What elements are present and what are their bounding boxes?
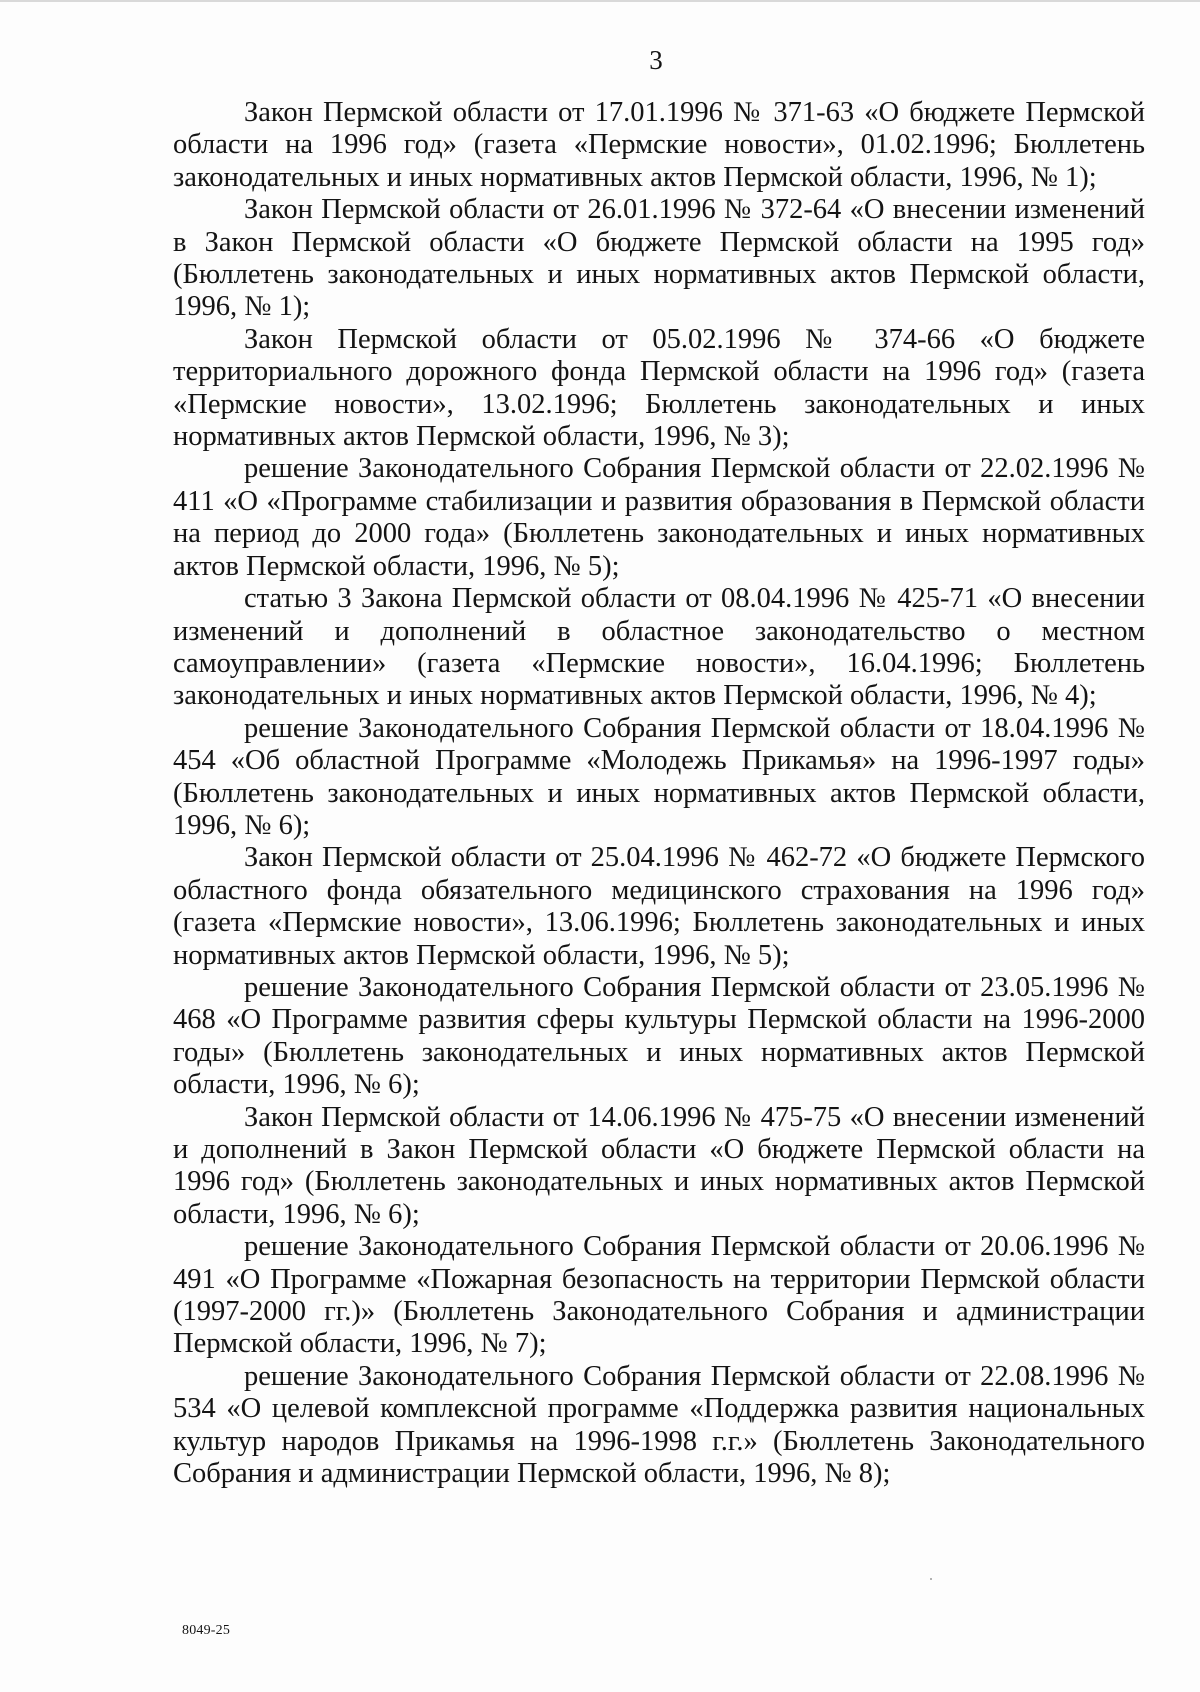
paragraph-decision-468: решение Законодательного Собрания Пермской области от 23.05.1996 № 468 «О Программе развития сферы культуры Пермской области на 1996-2000 годы» (Бюллетень законодательных и иных нормативных актов Пермской области, 1996, № 6); — [173, 971, 1145, 1101]
paragraph-decision-534: решение Законодательного Собрания Пермской области от 22.08.1996 № 534 «О целевой комплексной программе «Поддержка развития национальных культур народов Прикамья на 1996-1998 г.г.» (Бюллетень Законодательного Собрания и администрации Пермской области, 1996, № 8); — [173, 1360, 1145, 1490]
paragraph-decision-454: решение Законодательного Собрания Пермской области от 18.04.1996 № 454 «Об областной Программе «Молодежь Прикамья» на 1996-1997 годы» (Бюллетень законодательных и иных нормативных актов Пермской области, 1996, № 6); — [173, 712, 1145, 841]
page-number: 3 — [649, 45, 663, 75]
paragraph-law-425-71: статью 3 Закона Пермской области от 08.04.1996 № 425-71 «О внесении изменений и дополнений в областное законодательство о местном самоуправлении» (газета «Пермские новости», 16.04.1996; Бюллетень законодательных и иных нормативных актов Пермской области, 1996, № 4); — [173, 583, 1145, 712]
scan-edge — [0, 0, 1200, 2]
paragraph-law-374-66: Закон Пермской области от 05.02.1996 № 374-66 «О бюджете территориального дорожного фонда Пермской области на 1996 год» (газета «Пермские новости», 13.02.1996; Бюллетень законодательных и иных нормативных актов Пермской области, 1996, № 3); — [173, 323, 1145, 453]
paragraph-law-372-64: Закон Пермской области от 26.01.1996 № 372-64 «О внесении изменений в Закон Пермской области «О бюджете Пермской области на 1995 год» (Бюллетень законодательных и иных нормативных актов Пермской области, 1996, № 1); — [173, 194, 1145, 323]
document-code: 8049-25 — [182, 1623, 231, 1638]
paragraph-decision-411: решение Законодательного Собрания Пермской области от 22.02.1996 № 411 «О «Программе стабилизации и развития образования в Пермской области на период до 2000 года» (Бюллетень законодательных и иных нормативных актов Пермской области, 1996, № 5); — [173, 453, 1145, 582]
paragraph-decision-491: решение Законодательного Собрания Пермской области от 20.06.1996 № 491 «О Программе «Пожарная безопасность на территории Пермской области (1997-2000 гг.)» (Бюллетень Законодательного Собрания и администрации Пермской области, 1996, № 7); — [173, 1231, 1145, 1360]
paragraph-law-371-63: Закон Пермской области от 17.01.1996 № 371-63 «О бюджете Пермской области на 1996 год» (газета «Пермские новости», 01.02.1996; Бюллетень законодательных и иных нормативных актов Пермской области, 1996, № 1); — [173, 97, 1145, 193]
scan-speck — [930, 1578, 932, 1580]
document-body — [173, 97, 1145, 1490]
paragraph-law-475-75: Закон Пермской области от 14.06.1996 № 475-75 «О внесении изменений и дополнений в Закон Пермской области «О бюджете Пермской области на 1996 год» (Бюллетень законодательных и иных нормативных актов Пермской области, 1996, № 6); — [173, 1101, 1145, 1230]
paragraph-law-462-72: Закон Пермской области от 25.04.1996 № 462-72 «О бюджете Пермского областного фонда обязательного медицинского страхования на 1996 год» (газета «Пермские новости», 13.06.1996; Бюллетень законодательных и иных нормативных актов Пермской области, 1996, № 5); — [173, 842, 1145, 971]
